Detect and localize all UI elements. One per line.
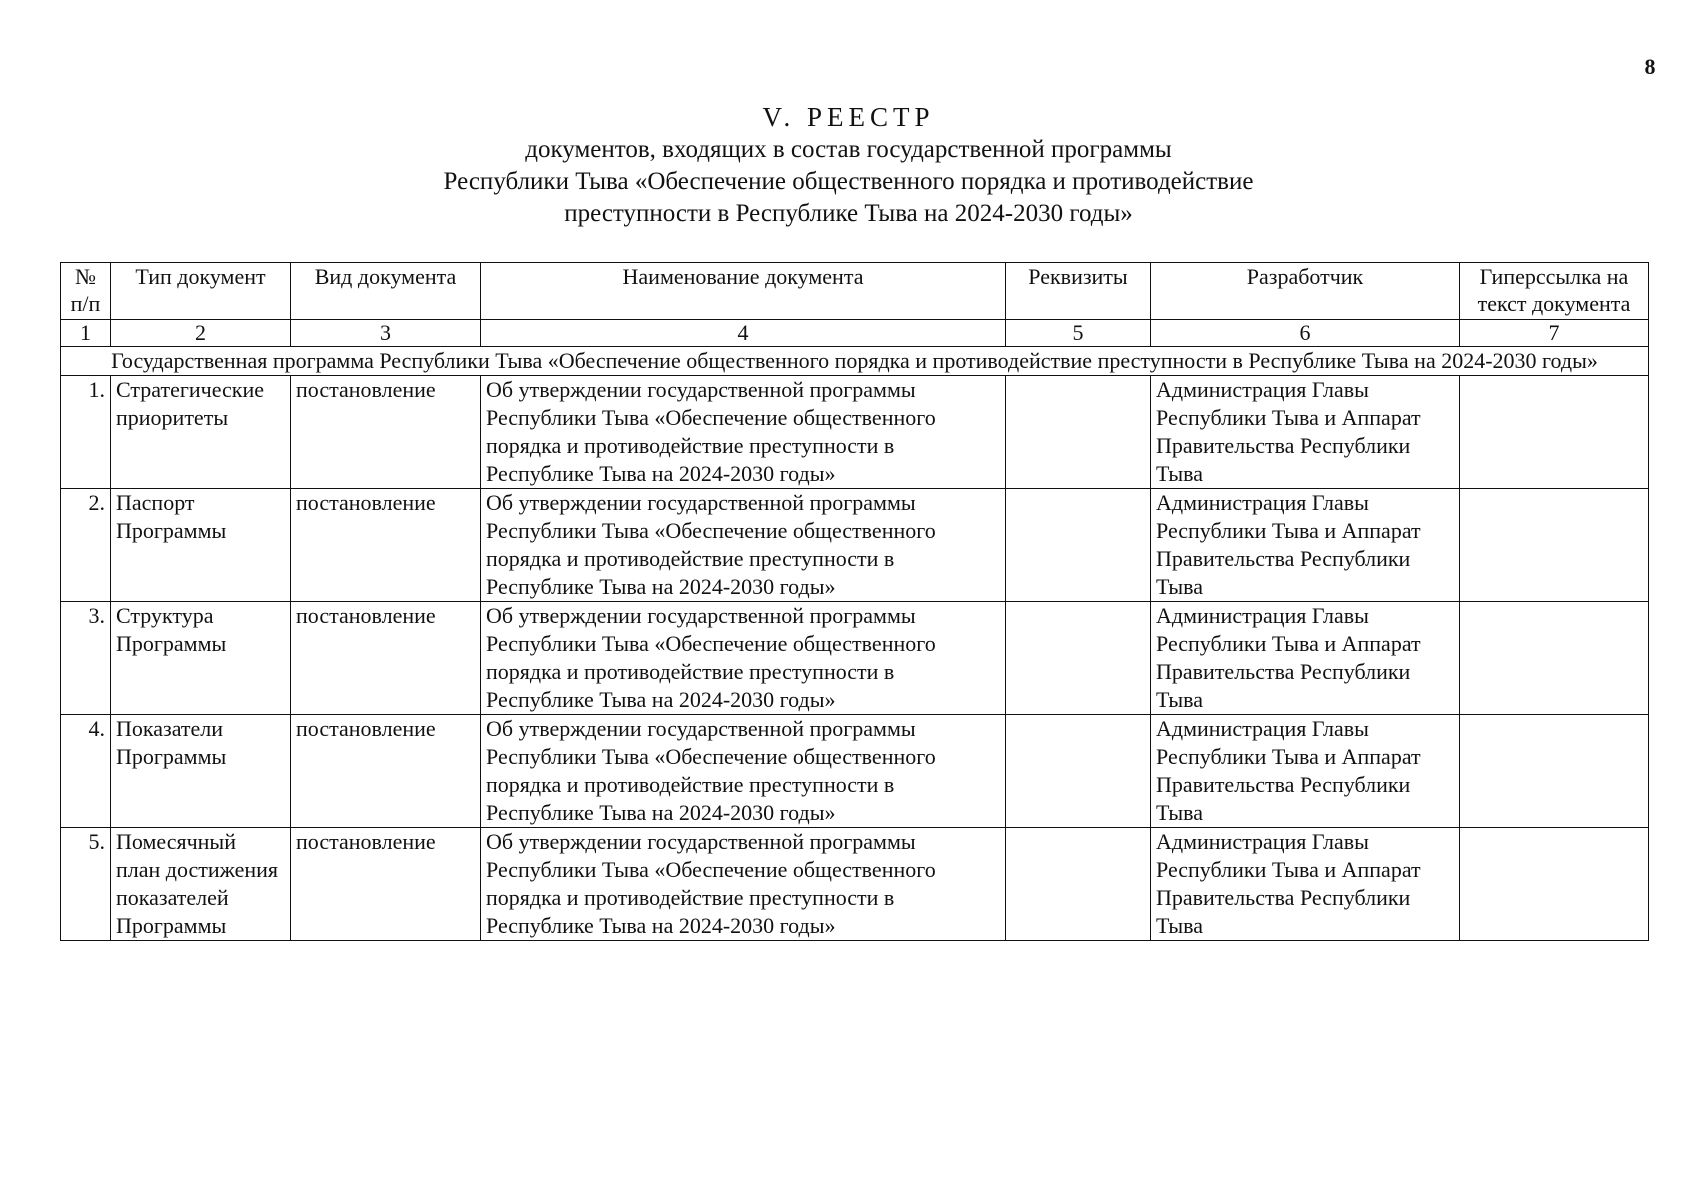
row-doc-name: Об утверждении государственной программы Республики Тыва «Обеспечение общественного порядка и противодействие преступности в Республике Тыва на 2024-2030 годы»: [481, 602, 1006, 715]
table-row: [61, 828, 1649, 941]
column-number: 4: [481, 320, 1006, 347]
document-title: [0, 100, 1697, 230]
row-number: 3.: [61, 602, 111, 715]
row-doc-name: Об утверждении государственной программы Республики Тыва «Обеспечение общественного порядка и противодействие преступности в Республике Тыва на 2024-2030 годы»: [481, 715, 1006, 828]
row-hyperlink: [1460, 715, 1649, 828]
row-doc-type: Помесячный план достижения показателей Программы: [111, 828, 291, 941]
row-doc-type: Стратегические приоритеты: [111, 376, 291, 489]
row-requisites: [1006, 828, 1151, 941]
row-doc-type: Показатели Программы: [111, 715, 291, 828]
row-developer: Администрация Главы Республики Тыва и Аппарат Правительства Республики Тыва: [1151, 602, 1460, 715]
row-doc-name: Об утверждении государственной программы Республики Тыва «Обеспечение общественного порядка и противодействие преступности в Республике Тыва на 2024-2030 годы»: [481, 828, 1006, 941]
row-developer: Администрация Главы Республики Тыва и Аппарат Правительства Республики Тыва: [1151, 828, 1460, 941]
row-hyperlink: [1460, 602, 1649, 715]
row-requisites: [1006, 376, 1151, 489]
header-doc-type: Тип документ: [111, 263, 291, 320]
row-developer: Администрация Главы Республики Тыва и Аппарат Правительства Республики Тыва: [1151, 715, 1460, 828]
registry-table: [60, 262, 1649, 941]
row-doc-name: Об утверждении государственной программы Республики Тыва «Обеспечение общественного порядка и противодействие преступности в Республике Тыва на 2024-2030 годы»: [481, 489, 1006, 602]
column-number: 7: [1460, 320, 1649, 347]
row-doc-kind: постановление: [291, 715, 481, 828]
title-line-1: документов, входящих в состав государственной программы: [525, 136, 1172, 163]
row-doc-type: Паспорт Программы: [111, 489, 291, 602]
column-number: 6: [1151, 320, 1460, 347]
header-developer: Разработчик: [1151, 263, 1460, 320]
column-number: 3: [291, 320, 481, 347]
column-numbers-row: [61, 320, 1649, 347]
row-number: 4.: [61, 715, 111, 828]
row-hyperlink: [1460, 828, 1649, 941]
row-number: 2.: [61, 489, 111, 602]
table-row: [61, 715, 1649, 828]
row-hyperlink: [1460, 489, 1649, 602]
row-requisites: [1006, 489, 1151, 602]
row-doc-kind: постановление: [291, 602, 481, 715]
header-requisites: Реквизиты: [1006, 263, 1151, 320]
page-number: 8: [1644, 54, 1656, 79]
row-doc-name: Об утверждении государственной программы Республики Тыва «Обеспечение общественного порядка и противодействие преступности в Республике Тыва на 2024-2030 годы»: [481, 376, 1006, 489]
table-header-row: [61, 263, 1649, 320]
column-number: 5: [1006, 320, 1151, 347]
row-doc-kind: постановление: [291, 489, 481, 602]
header-number: № п/п: [61, 263, 111, 320]
header-doc-name: Наименование документа: [481, 263, 1006, 320]
section-title: Государственная программа Республики Тыва «Обеспечение общественного порядка и противодействие преступности в Республике Тыва на 2024-2030 годы»: [61, 347, 1649, 376]
row-doc-kind: постановление: [291, 828, 481, 941]
row-doc-kind: постановление: [291, 376, 481, 489]
row-developer: Администрация Главы Республики Тыва и Аппарат Правительства Республики Тыва: [1151, 489, 1460, 602]
row-number: 5.: [61, 828, 111, 941]
header-doc-kind: Вид документа: [291, 263, 481, 320]
title-line-3: преступности в Республике Тыва на 2024-2030 годы»: [564, 200, 1133, 227]
row-hyperlink: [1460, 376, 1649, 489]
title-main: V. РЕЕСТР: [762, 102, 935, 132]
row-requisites: [1006, 602, 1151, 715]
table-row: [61, 602, 1649, 715]
column-number: 2: [111, 320, 291, 347]
table-row: [61, 376, 1649, 489]
row-number: 1.: [61, 376, 111, 489]
row-doc-type: Структура Программы: [111, 602, 291, 715]
column-number: 1: [61, 320, 111, 347]
title-line-2: Республики Тыва «Обеспечение общественного порядка и противодействие: [443, 168, 1254, 195]
table-row: [61, 489, 1649, 602]
row-developer: Администрация Главы Республики Тыва и Аппарат Правительства Республики Тыва: [1151, 376, 1460, 489]
section-row: [61, 347, 1649, 376]
row-requisites: [1006, 715, 1151, 828]
header-hyperlink: Гиперссылка на текст документа: [1460, 263, 1649, 320]
